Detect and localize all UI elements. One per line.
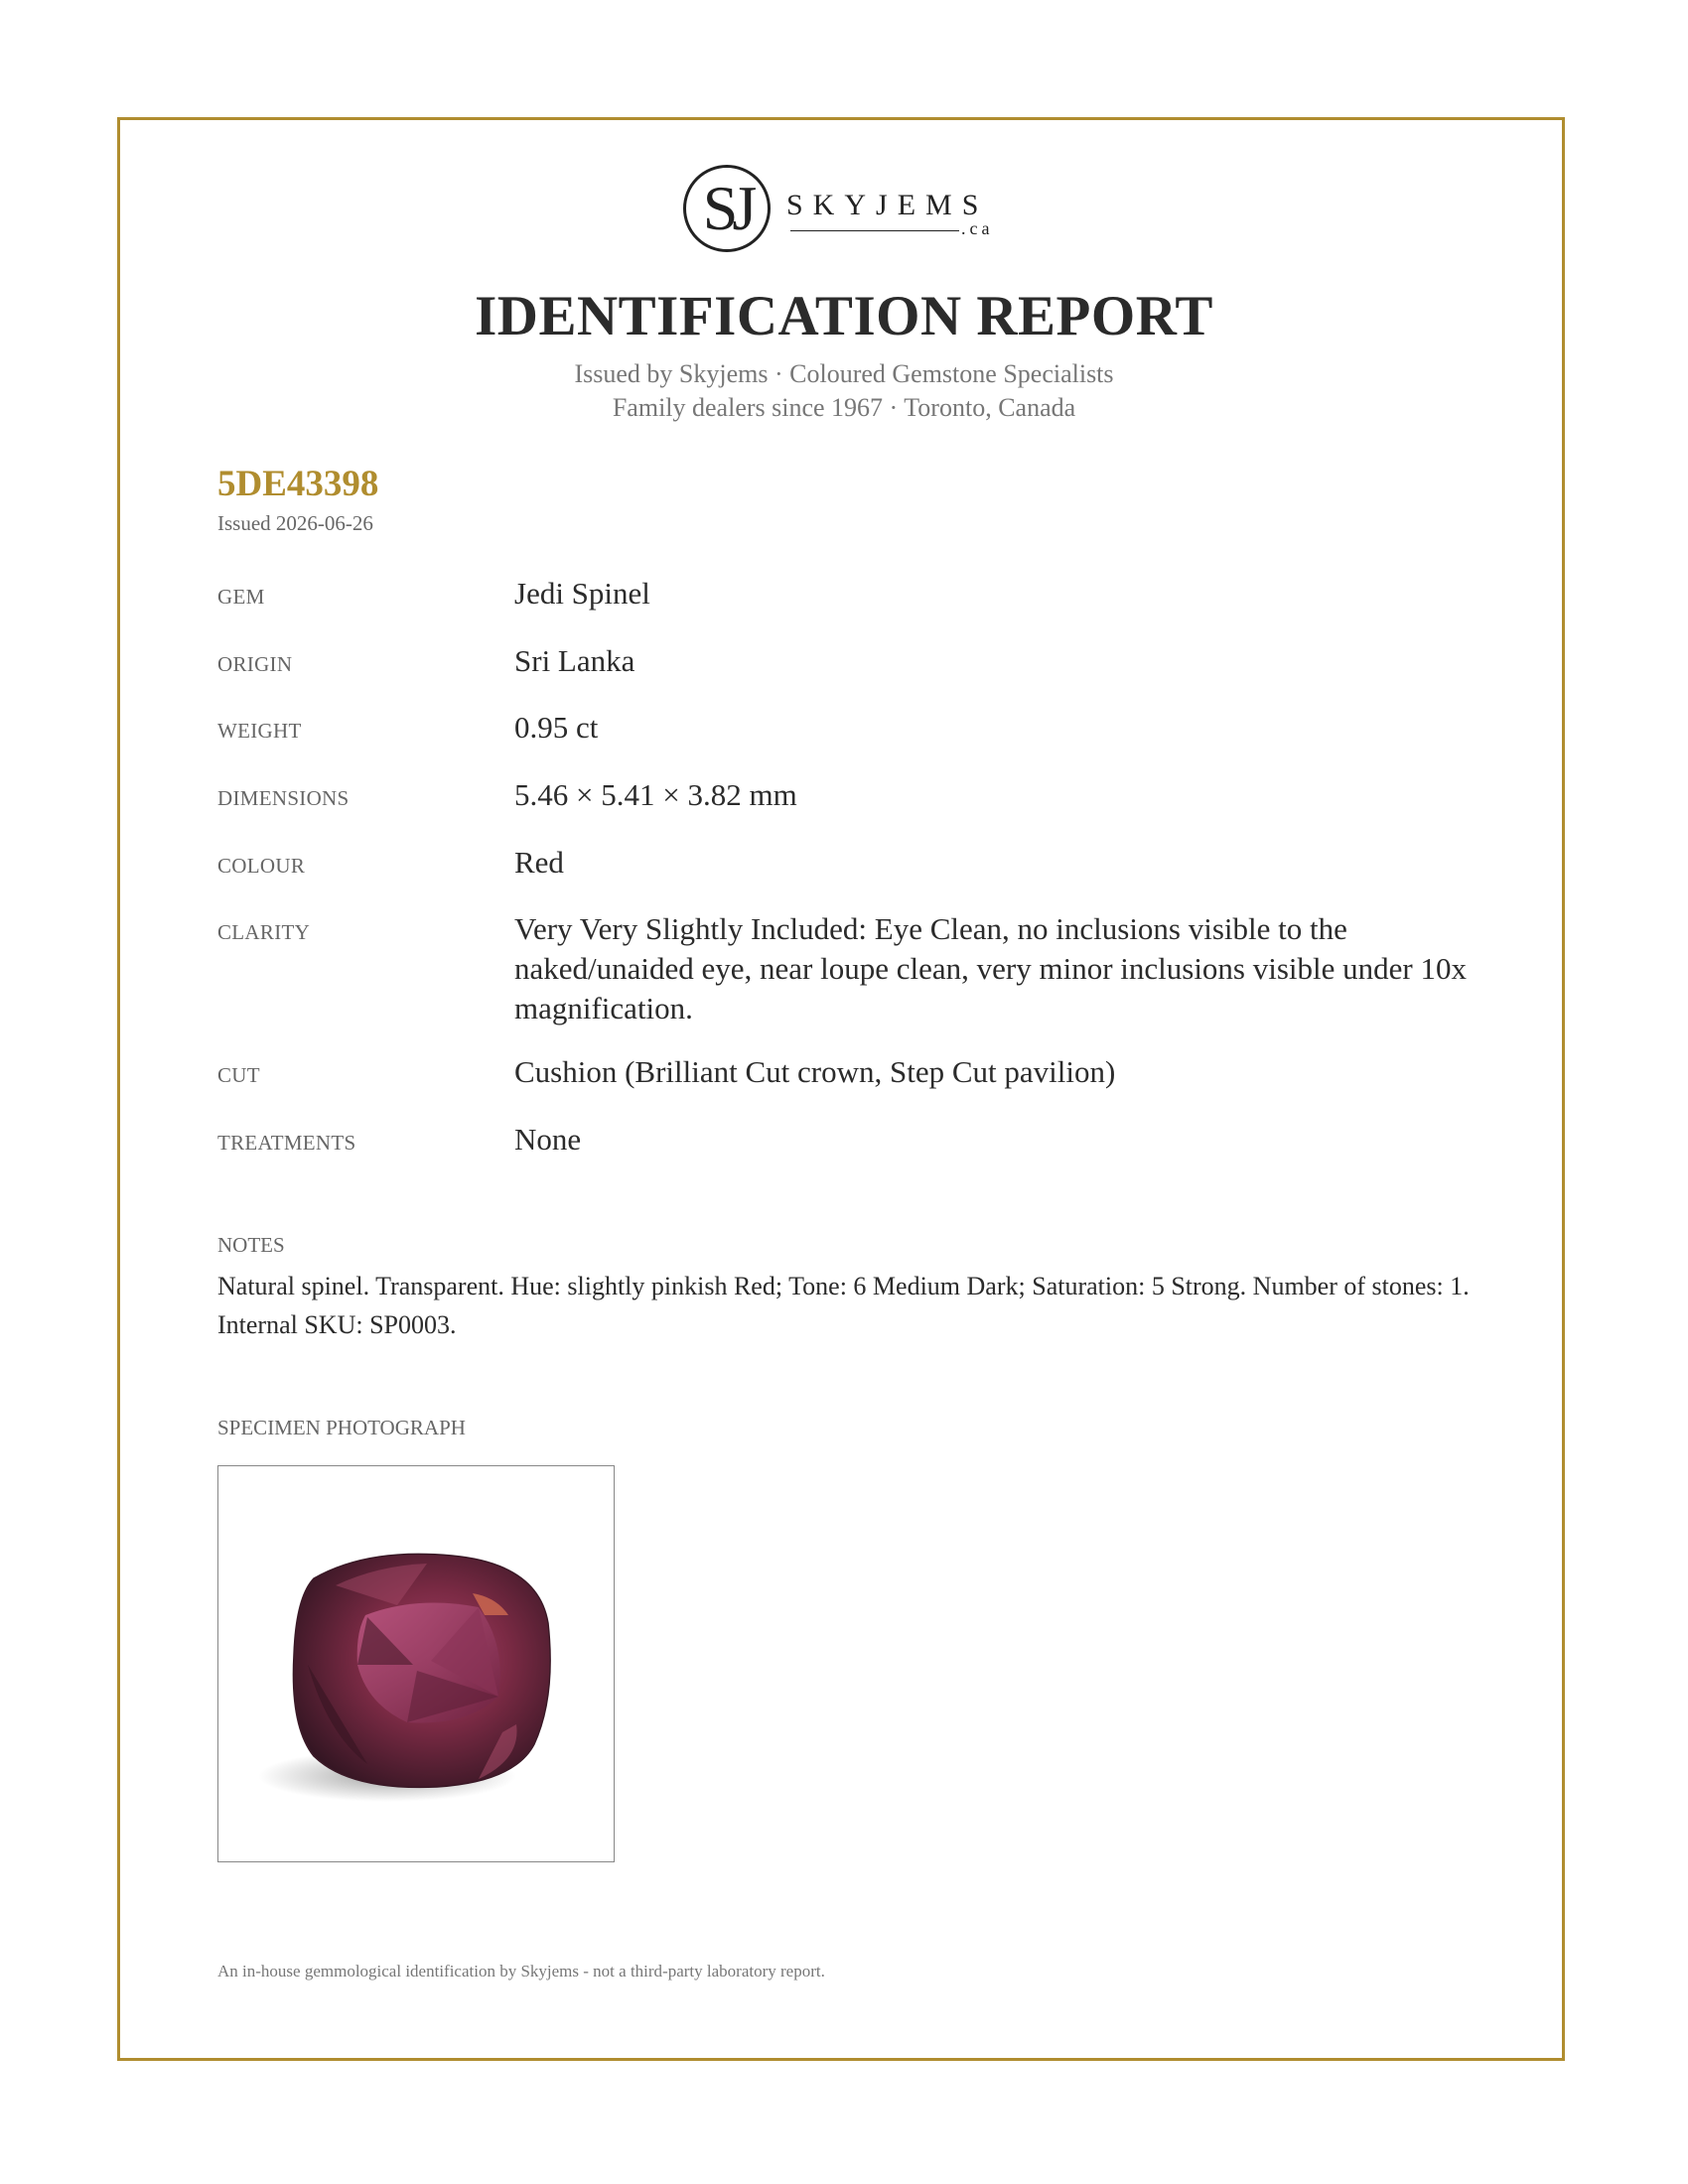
field-label-origin: ORIGIN xyxy=(217,652,293,676)
photo-label: SPECIMEN PHOTOGRAPH xyxy=(217,1416,466,1439)
field-value-colour: Red xyxy=(514,845,564,880)
field-value-treatments: None xyxy=(514,1122,582,1157)
field-label-dimensions: DIMENSIONS xyxy=(217,786,350,810)
skyjems-logo xyxy=(683,165,1011,264)
logo-domain: .ca xyxy=(961,218,994,238)
logo-underline xyxy=(790,230,959,231)
issuer-line: Issued by Skyjems · Coloured Gemstone Specialists xyxy=(574,359,1114,388)
logo-wordmark: SKYJEMS xyxy=(786,189,989,221)
logo-monogram: SJ xyxy=(702,173,752,243)
specimen-photo xyxy=(217,1465,615,1862)
field-label-colour: COLOUR xyxy=(217,854,306,878)
field-label-treatments: TREATMENTS xyxy=(217,1131,356,1155)
field-value-clarity: Very Very Slightly Included: Eye Clean, no inclusions visible to the naked/unaided eye, near loupe clean, very minor inclusions visible under 10x magnification. xyxy=(514,911,1467,1025)
field-value-cut: Cushion (Brilliant Cut crown, Step Cut pavilion) xyxy=(514,1054,1116,1089)
field-value-weight: 0.95 ct xyxy=(514,710,599,745)
field-label-weight: WEIGHT xyxy=(217,719,302,743)
disclaimer: An in-house gemmological identification by Skyjems - not a third-party laboratory report. xyxy=(217,1962,825,1980)
field-label-gem: GEM xyxy=(217,585,265,609)
notes-text: Natural spinel. Transparent. Hue: slightly pinkish Red; Tone: 6 Medium Dark; Saturation: 5 Strong. Number of stones: 1. Internal SKU: SP0003. xyxy=(217,1272,1470,1339)
field-value-dimensions: 5.46 × 5.41 × 3.82 mm xyxy=(514,777,797,812)
dealer-line: Family dealers since 1967 · Toronto, Canada xyxy=(612,393,1076,422)
notes-label: NOTES xyxy=(217,1233,285,1257)
report-id: 5DE43398 xyxy=(217,464,379,504)
field-label-clarity: CLARITY xyxy=(217,920,311,944)
field-label-cut: CUT xyxy=(217,1063,260,1087)
field-value-origin: Sri Lanka xyxy=(514,643,635,678)
issue-date: Issued 2026-06-26 xyxy=(217,511,373,535)
field-value-gem: Jedi Spinel xyxy=(514,576,650,611)
gem-image xyxy=(218,1466,613,1860)
report-title: IDENTIFICATION REPORT xyxy=(475,285,1213,347)
